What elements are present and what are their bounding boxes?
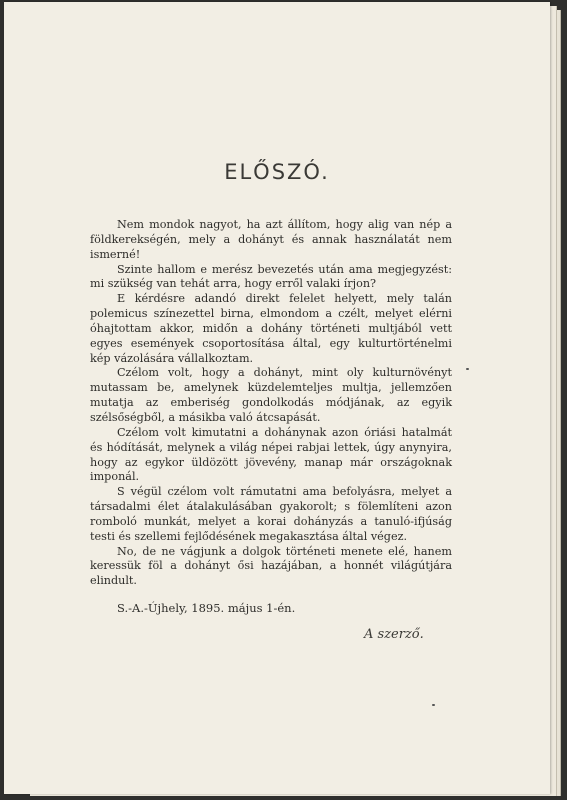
author-signature: A szerző. — [364, 627, 424, 642]
paragraph: Nem mondok nagyot, ha azt állítom, hogy alig van nép a földkerekségén, mely a dohányt és annak használatát nem ismerné! — [90, 218, 452, 261]
paragraph: Czélom volt, hogy a dohányt, mint oly kulturnövényt mutassam be, amelynek küzdelemteljes multja, jellemzően mutatja az emberiség gondolkodás módjának, az egyik szélsőségből, a másikba való átcsapását. — [90, 366, 452, 424]
paper-speck — [432, 704, 435, 706]
preface-body — [90, 218, 452, 589]
paragraph: Czélom volt kimutatni a dohánynak azon óriási hatalmát és hódítását, melynek a világ népei rabjai lettek, úgy anynyira, hogy az egykor üldözött jövevény, manap már országoknak imponál. — [90, 425, 452, 484]
page-title: ELŐSZÓ. — [224, 160, 330, 184]
paragraph: Szinte hallom e merész bevezetés után ama megjegyzést: mi szükség van tehát arra, hogy erről valaki írjon? — [90, 262, 452, 291]
dateline: S.-A.-Újhely, 1895. május 1-én. — [117, 601, 296, 615]
paragraph: No, de ne vágjunk a dolgok történeti menete elé, hanem keressük föl a dohányt ősi hazájában, a honnét világútjára elindult. — [90, 544, 452, 588]
paragraph: S végül czélom volt rámutatni ama befolyásra, melyet a társadalmi élet átalakulásában gyakorolt; s fölemlíteni azon romboló munkát, melyet a korai dohányzás a tanuló-ifjúság testi és szellemi fejlődésének megakasztása által végez. — [90, 485, 452, 543]
paragraph: E kérdésre adandó direkt felelet helyett, mely talán polemicus színezettel birna, elmondom a czélt, melyet elérni óhajtottam akkor, midőn a dohány történeti multjából vett egyes események csoportosítása által, egy kulturtörténelmi kép vázolására vállalkoztam. — [90, 292, 452, 365]
paper-speck — [466, 368, 469, 370]
document-page — [4, 2, 550, 794]
